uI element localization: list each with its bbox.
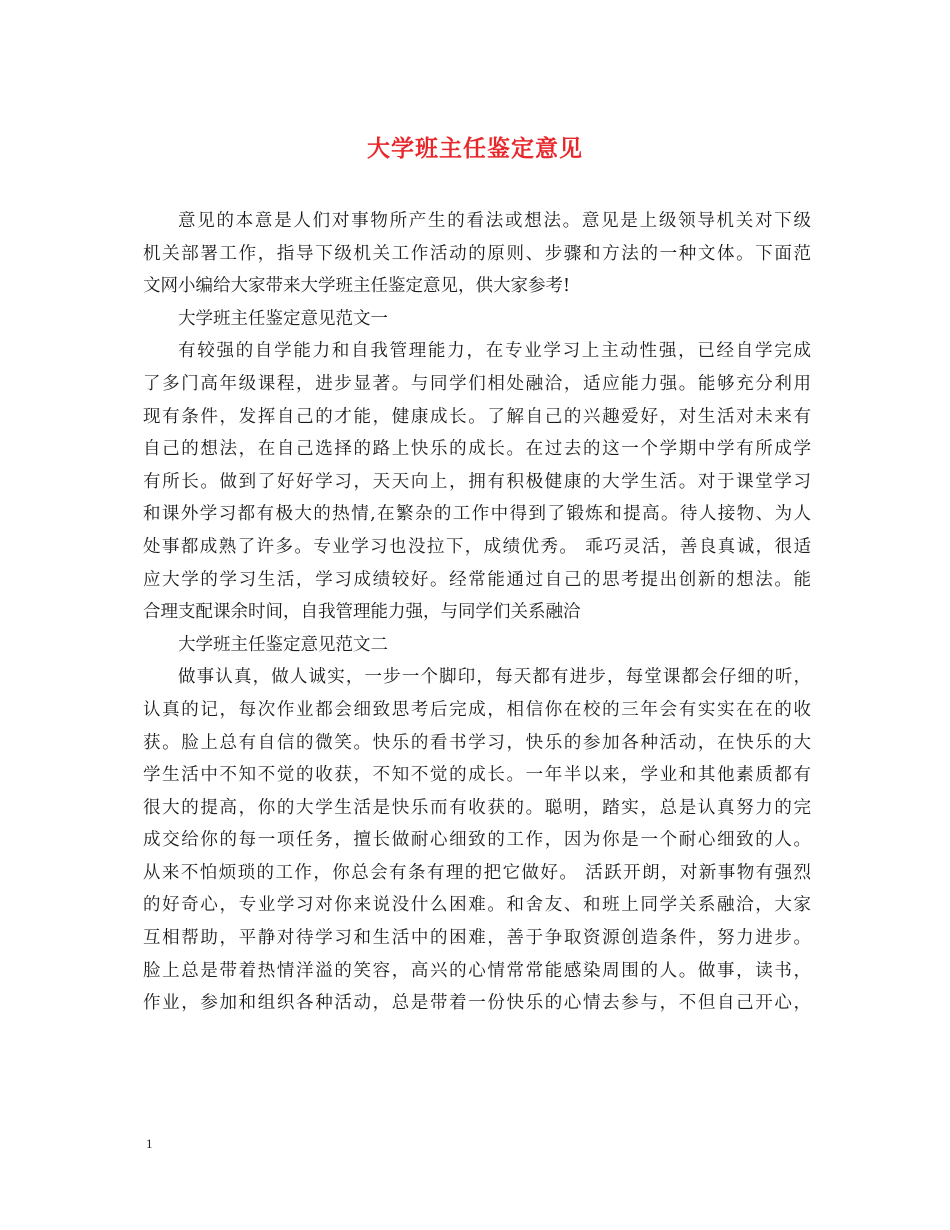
text-line: 很大的提高，你的大学生活是快乐而有收获的。聪明，踏实，总是认真努力的完 xyxy=(143,797,811,818)
text-line: 处事都成熟了许多。专业学习也没拉下，成绩优秀。 乖巧灵活，善良真诚，很适 xyxy=(143,536,811,557)
text-line: 做事认真，做人诚实，一步一个脚印，每天都有进步，每堂课都会仔细的听， xyxy=(178,667,811,688)
text-line: 机关部署工作，指导下级机关工作活动的原则、步骤和方法的一种文体。下面范 xyxy=(143,243,811,264)
text-line: 互相帮助，平静对待学习和生活中的困难，善于争取资源创造条件，努力进步。 xyxy=(143,928,811,949)
text-line: 获。脸上总有自信的微笑。快乐的看书学习，快乐的参加各种活动，在快乐的大 xyxy=(143,732,811,753)
document-body xyxy=(143,205,811,1020)
text-line: 文网小编给大家带来大学班主任鉴定意见，供大家参考! xyxy=(143,276,571,297)
text-line: 合理支配课余时间，自我管理能力强，与同学们关系融洽 xyxy=(143,602,581,623)
text-line: 从来不怕烦琐的工作，你总会有条有理的把它做好。 活跃开朗，对新事物有强烈 xyxy=(143,862,811,883)
text-line: 脸上总是带着热情洋溢的笑容，高兴的心情常常能感染周围的人。做事，读书， xyxy=(143,960,811,981)
text-line: 自己的想法，在自己选择的路上快乐的成长。在过去的这一个学期中学有所成学 xyxy=(143,439,811,460)
text-line: 的好奇心，专业学习对你来说没什么困难。和舍友、和班上同学关系融洽，大家 xyxy=(143,895,811,916)
text-line: 有较强的自学能力和自我管理能力，在专业学习上主动性强，已经自学完成 xyxy=(178,341,811,362)
text-line: 作业，参加和组织各种活动，总是带着一份快乐的心情去参与，不但自己开心， xyxy=(143,993,811,1014)
text-line: 意见的本意是人们对事物所产生的看法或想法。意见是上级领导机关对下级 xyxy=(178,211,811,231)
section-heading: 大学班主任鉴定意见范文一 xyxy=(178,308,388,329)
text-line: 现有条件，发挥自己的才能，健康成长。了解自己的兴趣爱好，对生活对未来有 xyxy=(143,406,811,427)
text-line: 了多门高年级课程，进步显著。与同学们相处融洽，适应能力强。能够充分利用 xyxy=(143,373,811,394)
text-line: 学生活中不知不觉的收获，不知不觉的成长。一年半以来，学业和其他素质都有 xyxy=(143,765,811,786)
text-line: 认真的记，每次作业都会细致思考后完成，相信你在校的三年会有实实在在的收 xyxy=(143,699,811,720)
section-heading: 大学班主任鉴定意见范文二 xyxy=(178,634,388,655)
document-title: 大学班主任鉴定意见 xyxy=(367,135,583,162)
text-line: 应大学的学习生活，学习成绩较好。经常能通过自己的思考提出创新的想法。能 xyxy=(143,569,811,590)
text-line: 有所长。做到了好好学习，天天向上，拥有积极健康的大学生活。对于课堂学习 xyxy=(143,471,811,492)
page-number: 1 xyxy=(146,1136,153,1151)
text-line: 成交给你的每一项任务，擅长做耐心细致的工作，因为你是一个耐心细致的人。 xyxy=(143,830,811,851)
text-line: 和课外学习都有极大的热情,在繁杂的工作中得到了锻炼和提高。待人接物、为人 xyxy=(143,504,811,525)
